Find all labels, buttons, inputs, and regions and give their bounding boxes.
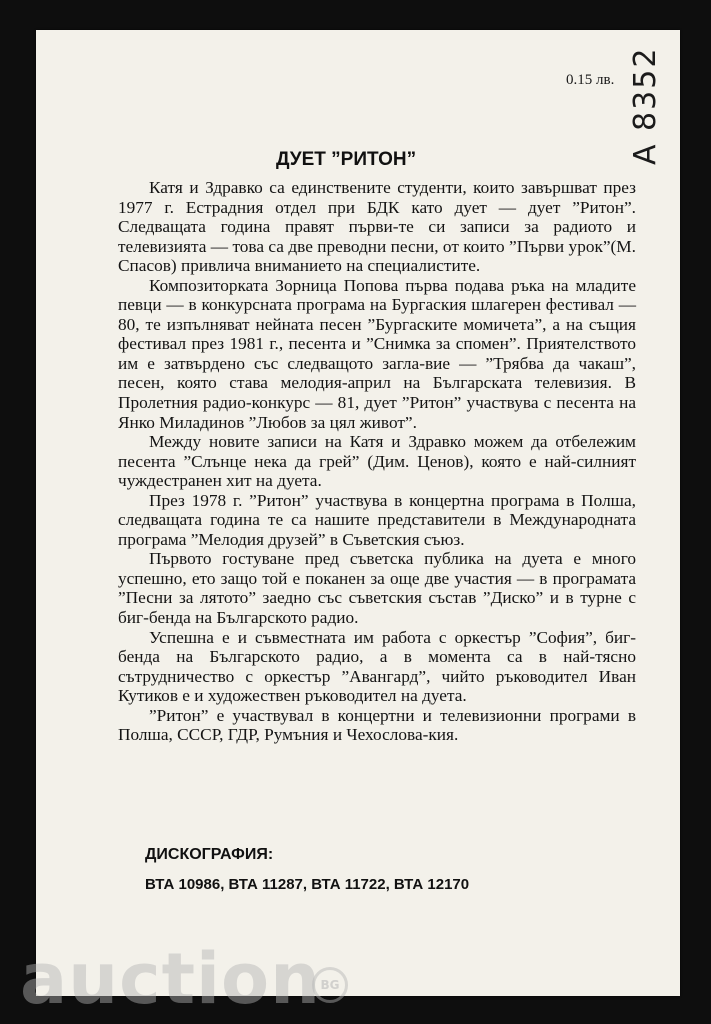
watermark-logo: auction <box>20 938 321 1020</box>
handwritten-inventory-note: A 8352 <box>628 46 663 165</box>
paragraph: ”Ритон” е участвувал в концертни и телевизионни програми в Полша, СССР, ГДР, Румъния и Чехослова-кия. <box>118 705 636 745</box>
paragraph: През 1978 г. ”Ритон” участвува в концертна програма в Полша, следващата година те са нашите представители в Международната програма ”Мелодия друзей” в Съветския съюз. <box>118 490 636 549</box>
paragraph: Катя и Здравко са единствените студенти, които завършват през 1977 г. Естрадния отдел при БДК като дует — дует ”Ритон”. Следващата година правят първи-те си записи за радиото и телевизията — това са две преводни песни, от които ”Първи урок”(М. Спасов) привлича вниманието на специалистите. <box>118 178 636 276</box>
discography-list: ВТА 10986, ВТА 11287, ВТА 11722, ВТА 12170 <box>145 876 470 893</box>
paragraph: Успешна е и съвместната им работа с оркестър ”София”, биг-бенда на Българското радио, а в момента са в най-тясно сътрудничество с оркестър ”Авангард”, чийто ръководител Иван Кутиков е и художествен ръководител на дуета. <box>118 627 636 706</box>
paragraph: Между новите записи на Катя и Здравко можем да отбележим песента ”Слънце нека да грей” (Дим. Ценов), която е най-силният чуждестранен хит на дуета. <box>118 432 636 491</box>
page-title: ДУЕТ ”РИТОН” <box>276 149 417 170</box>
discography-heading: ДИСКОГРАФИЯ: <box>145 846 274 863</box>
biography-text <box>118 178 636 745</box>
paragraph: Композиторката Зорница Попова първа подава ръка на младите певци — в конкурсната програма на Бургаския шлагерен фестивал — 80, те изпълняват нейната песен ”Бургаските момичета”, а на същия фестивал през 1981 г., песента и ”Снимка за спомен”. Приятелството им е затвърдено със следващото загла-вие — ”Трябва да чакаш”, песен, която става мелодия-април на Българската телевизия. В Пролетния радио-конкурс — 81, дует ”Ритон” участвува с песента на Янко Миладинов ”Любов за цял живот”. <box>118 275 636 432</box>
price-label: 0.15 лв. <box>566 72 615 88</box>
paragraph: Първото гостуване пред съветска публика на дуета е много успешно, ето защо той е поканен за още две участия — в програмата ”Песни за лятото” заедно със съветския състав ”Диско” и в турне с биг-бенда на Българското радио. <box>118 549 636 628</box>
watermark-badge: BG <box>312 967 348 1003</box>
